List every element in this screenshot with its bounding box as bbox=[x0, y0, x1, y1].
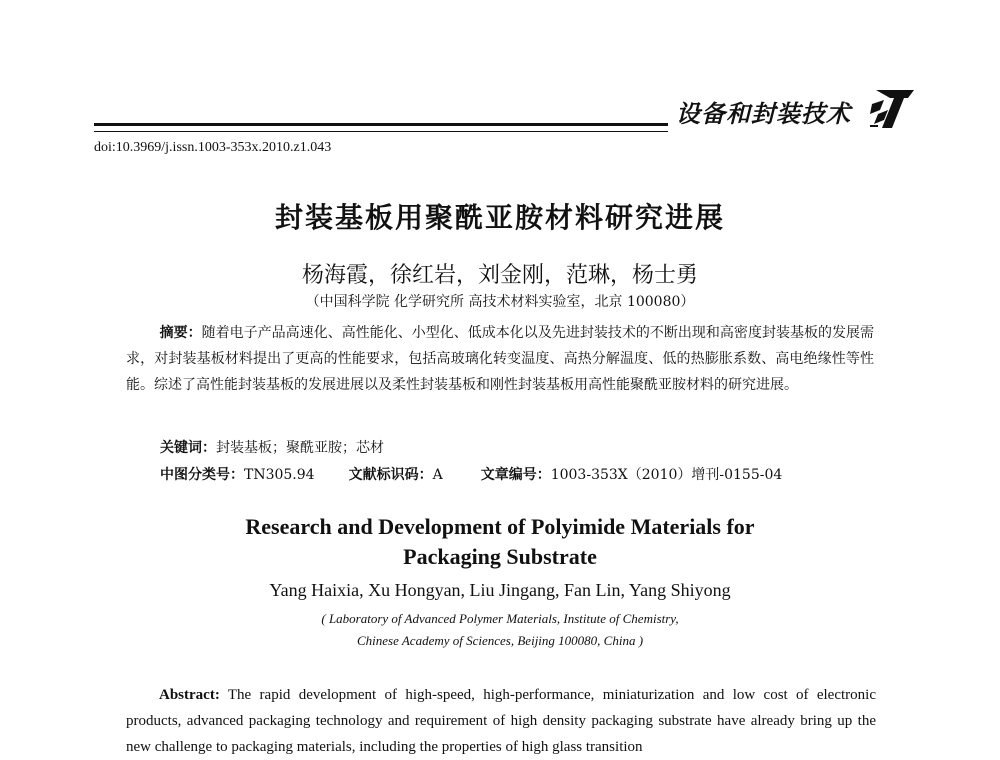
header-rule-thick bbox=[94, 123, 668, 126]
title-en-line1: Research and Development of Polyimide Materials for bbox=[245, 514, 755, 539]
clc-value: TN305.94 bbox=[244, 467, 315, 483]
article-no-label: 文章编号： bbox=[480, 467, 551, 483]
paper-title-en bbox=[0, 512, 1000, 572]
keywords-label: 关键词： bbox=[160, 440, 216, 456]
journal-logo-icon bbox=[868, 86, 916, 134]
authors-en: Yang Haixia, Xu Hongyan, Liu Jingang, Fan Lin, Yang Shiyong bbox=[269, 580, 731, 600]
abstract-en bbox=[126, 682, 876, 760]
clc-label: 中图分类号： bbox=[160, 467, 244, 483]
affiliation-en-line2: Chinese Academy of Sciences, Beijing 100080, China ) bbox=[356, 633, 644, 648]
keywords-line bbox=[160, 437, 384, 457]
affiliation-en-line1: ( Laboratory of Advanced Polymer Materials, Institute of Chemistry, bbox=[321, 611, 679, 626]
keywords-text: 封装基板；聚酰亚胺；芯材 bbox=[216, 440, 384, 456]
paper-title-cn: 封装基板用聚酰亚胺材料研究进展 bbox=[274, 201, 725, 234]
authors-cn: 杨海霞，徐红岩，刘金刚，范琳，杨士勇 bbox=[301, 263, 698, 288]
abstract-cn-label: 摘要： bbox=[159, 325, 202, 341]
abstract-cn-text: 随着电子产品高速化、高性能化、小型化、低成本化以及先进封装技术的不断出现和高密度封装基板的发展需求，对封装基板材料提出了更高的性能要求，包括高玻璃化转变温度、高热分解温度、低的热膨胀系数、高电绝缘性等性能。综述了高性能封装基板的发展进展以及柔性封装基板和刚性封装基板用高性能聚酰亚胺材料的研究进展。 bbox=[126, 325, 875, 393]
title-en-line2: Packaging Substrate bbox=[403, 544, 597, 569]
abstract-en-label: Abstract: bbox=[159, 687, 220, 703]
classification-line bbox=[160, 464, 880, 484]
article-no-value: 1003-353X（2010）增刊-0155-04 bbox=[550, 467, 783, 483]
affiliation-en bbox=[0, 608, 1000, 652]
doi-line: doi:10.3969/j.issn.1003-353x.2010.z1.043 bbox=[94, 140, 332, 155]
affiliation-cn: （中国科学院 化学研究所 高技术材料实验室，北京 100080） bbox=[305, 294, 695, 310]
abstract-cn bbox=[126, 320, 874, 398]
running-header-title: 设备和封装技术 bbox=[676, 99, 851, 128]
doc-code-value: A bbox=[432, 467, 443, 483]
abstract-en-text: The rapid development of high-speed, high-performance, miniaturization and low cost of electronic products, advanced packaging technology and requirement of high density packaging substrate have already bring up the new challenge to packaging materials, including the properties of high glass transition bbox=[126, 687, 876, 755]
header-rule-thin bbox=[94, 131, 668, 132]
doc-code-label: 文献标识码： bbox=[348, 467, 433, 483]
